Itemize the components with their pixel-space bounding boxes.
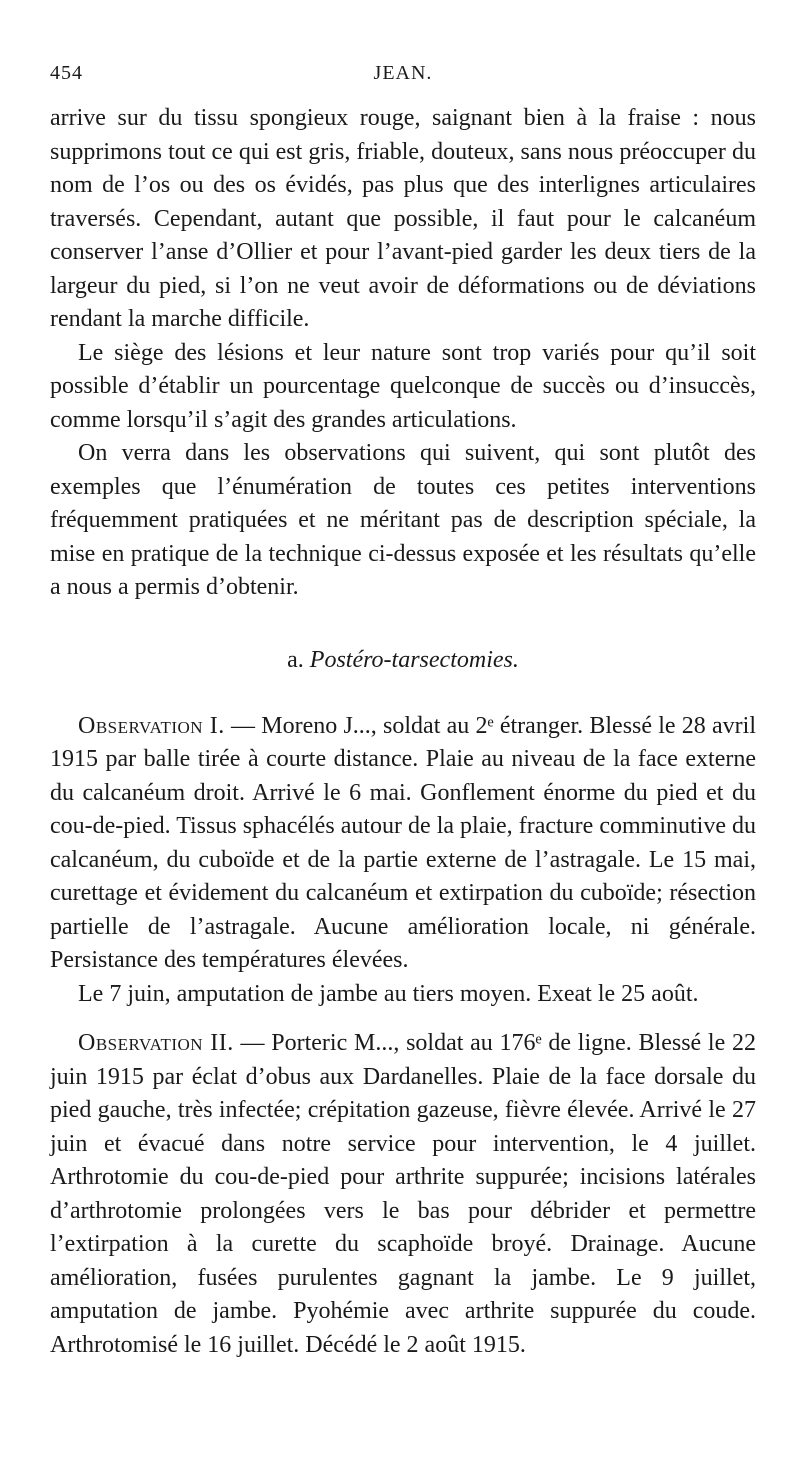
observation-1-followup: Le 7 juin, amputation de jambe au tiers moyen. Exeat le 25 août. (78, 980, 699, 1007)
section-title: Postéro-tarsectomies. (309, 646, 519, 673)
paragraph-observations-intro: On verra dans les observations qui suivent, qui sont plutôt des exemples que l’énumération de toutes ces petites interventions fréquemment pratiquées et ne méritant pas de description spéciale, la mise en pratique de la technique ci-dessus exposée et les résultats qu’elle a nous a permis d’obtenir. (50, 440, 756, 600)
observation-2-label: Observation II. (78, 1030, 234, 1056)
section-letter: a. (287, 646, 304, 673)
observation-2 (50, 1027, 756, 1362)
paragraph-continuation: arrive sur du tissu spongieux rouge, saignant bien à la fraise : nous supprimons tout ce qui est gris, friable, douteux, sans nous préoccuper du nom de l’os ou des os évidés, pas plus que des interlignes articulaires traversés. Cependant, autant que possible, il faut pour le calcanéum conserver l’anse d’Ollier et pour l’avant-pied garder les deux tiers de la largeur du pied, si l’on ne veut avoir de déformations ou de déviations rendant la marche difficile. (50, 105, 756, 332)
observation-1-text: — Moreno J..., soldat au 2ᵉ étranger. Blessé le 28 avril 1915 par balle tirée à courte distance. Plaie au niveau de la face externe du calcanéum droit. Arrivé le 6 mai. Gonflement énorme du pied et du cou-de-pied. Tissus sphacélés autour de la plaie, fracture comminutive du calcanéum, du cuboïde et de la partie externe de l’astragale. Le 15 mai, curettage et évidement du calcanéum et extirpation du cuboïde; résection partielle de l’astragale. Aucune amélioration locale, ni générale. Persistance des températures élevées. (50, 712, 757, 973)
section-heading (50, 647, 756, 674)
observation-2-text: — Porteric M..., soldat au 176ᵉ de ligne. Blessé le 22 juin 1915 par éclat d’obus aux Dardanelles. Plaie de la face dorsale du pied gauche, très infectée; crépitation gazeuse, fièvre élevée. Arrivé le 27 juin et évacué dans notre service pour intervention, le 4 juillet. Arthrotomie du cou-de-pied pour arthrite suppurée; incisions latérales d’arthrotomie prolongées vers le bas pour débrider et permettre l’extirpation à la curette du scaphoïde broyé. Drainage. Aucune amélioration, fusées purulentes gagnant la jambe. Le 9 juillet, amputation de jambe. Pyohémie avec arthrite suppurée du coude. Arthrotomisé le 16 juillet. Décédé le 2 août 1915. (50, 1030, 756, 1358)
observation-1 (50, 710, 756, 978)
paragraph-lesions: Le siège des lésions et leur nature sont trop variés pour qu’il soit possible d’établir un pourcentage quelconque de succès ou d’insuccès, comme lorsqu’il s’agit des grandes articulations. (50, 339, 756, 433)
observation-1-label: Observation I. (78, 712, 225, 739)
running-title: JEAN. (373, 62, 433, 84)
document-page (50, 62, 756, 1362)
page-header (50, 62, 756, 102)
page-number: 454 (50, 62, 83, 84)
